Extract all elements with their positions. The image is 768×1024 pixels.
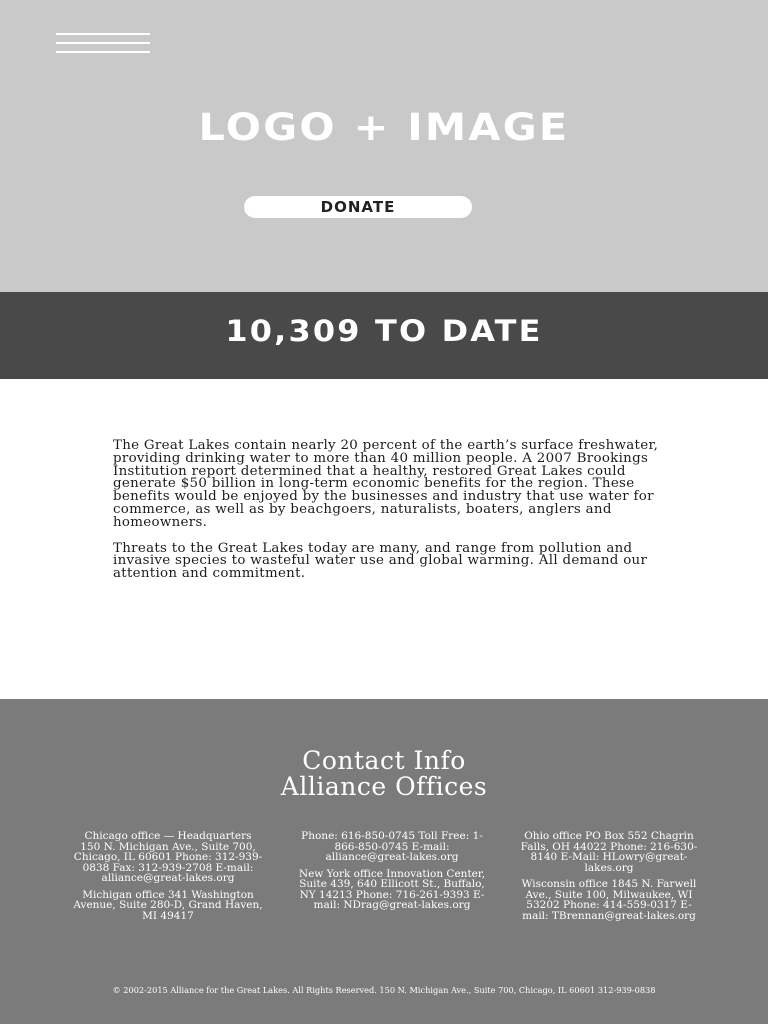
hamburger-menu-icon[interactable] xyxy=(56,33,150,53)
michigan-office: Michigan office 341 Washington Avenue, Suite 280-D, Grand Haven, MI 49417 xyxy=(73,888,263,922)
footer-column-1 xyxy=(73,831,263,927)
ohio-office: Ohio office PO Box 552 Chagrin Falls, OH 44022 Phone: 216-630-8140 E-Mail: HLowry@great-lakes.org xyxy=(520,830,698,874)
menu-line xyxy=(56,33,150,35)
contact-heading xyxy=(0,748,768,800)
donation-counter: 10,309 TO DATE xyxy=(225,314,543,348)
main-content xyxy=(113,440,673,594)
footer-column-3 xyxy=(514,831,704,927)
wisconsin-office: Wisconsin office 1845 N. Farwell Ave., Suite 100, Milwaukee, WI 53202 Phone: 414-559-0317 E-mail: TBrennan@great-lakes.org xyxy=(521,878,697,922)
threats-paragraph: Threats to the Great Lakes today are many, and range from pollution and invasive species to wasteful water use and global warming. All demand our attention and commitment. xyxy=(113,540,648,582)
copyright-notice: © 2002-2015 Alliance for the Great Lakes. All Rights Reserved. 150 N. Michigan Ave., Suite 700, Chicago, IL 60601 312-939-0838 xyxy=(112,985,656,995)
hero-section xyxy=(0,0,768,292)
donation-counter-band xyxy=(0,292,768,379)
new-york-office: New York office Innovation Center, Suite 439, 640 Ellicott St., Buffalo, NY 14213 Phone: 716-261-9393 E-mail: NDrag@great-lakes.org xyxy=(298,867,486,911)
donate-button[interactable]: DONATE xyxy=(244,196,472,218)
menu-line xyxy=(56,42,150,44)
chicago-office: Chicago office — Headquarters 150 N. Michigan Ave., Suite 700, Chicago, IL 60601 Phone: 312-939-0838 Fax: 312-939-2708 E-mail: alliance@great-lakes.org xyxy=(73,830,263,884)
footer-column-2 xyxy=(297,831,487,917)
intro-paragraph: The Great Lakes contain nearly 20 percent of the earth’s surface freshwater, providing drinking water to more than 40 million people. A 2007 Brookings Institution report determined that a healthy, restored Great Lakes could generate $50 billion in long-term economic benefits for the region. These benefits would be enjoyed by the businesses and industry that use water for commerce, as well as by beachgoers, naturalists, boaters, anglers and homeowners. xyxy=(113,438,659,530)
footer xyxy=(0,699,768,1024)
contact-heading-line1: Contact Info xyxy=(302,746,466,775)
michigan-contact: Phone: 616-850-0745 Toll Free: 1-866-850-0745 E-mail: alliance@great-lakes.org xyxy=(301,830,483,863)
menu-line xyxy=(56,51,150,53)
contact-heading-line2: Alliance Offices xyxy=(280,772,488,801)
logo-image-placeholder: LOGO + IMAGE xyxy=(198,106,570,149)
